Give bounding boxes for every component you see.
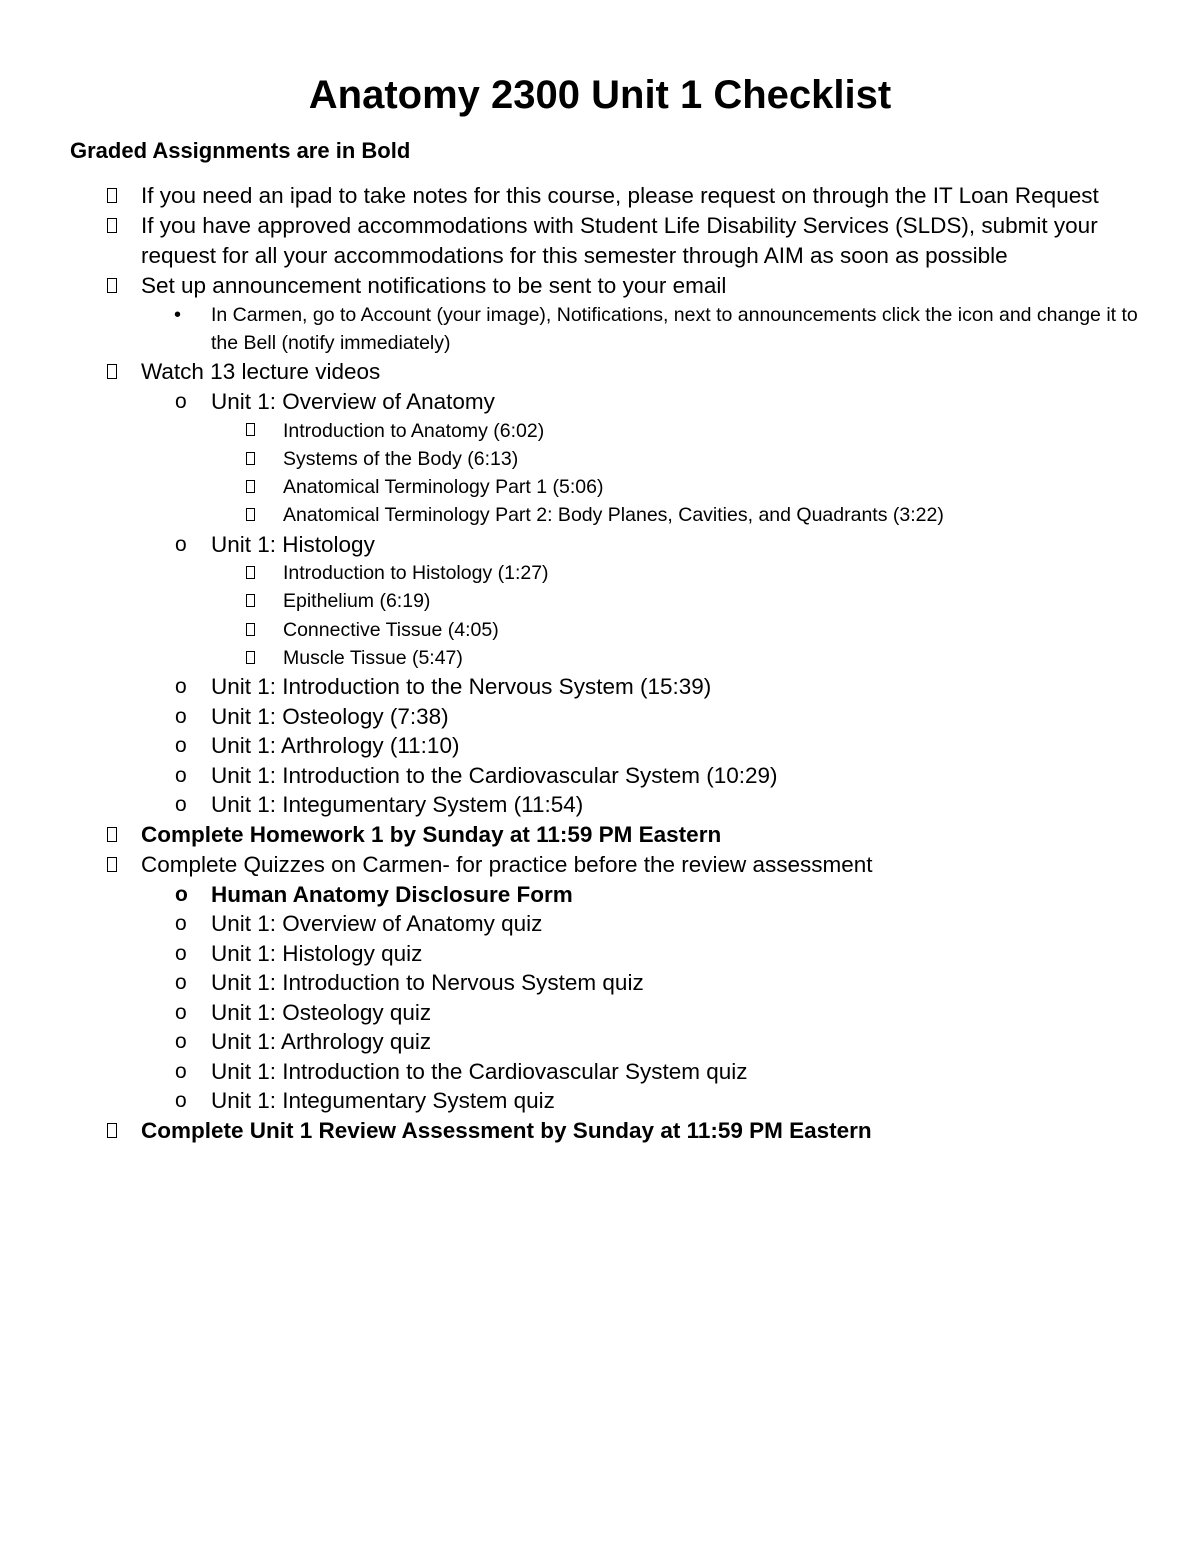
checklist-item-text: Unit 1: Osteology quiz xyxy=(211,999,432,1025)
checklist-item xyxy=(0,530,1200,560)
checkbox-icon xyxy=(107,211,117,241)
checklist-item-text: Anatomical Terminology Part 2: Body Planes, Cavities, and Quadrants (3:22) xyxy=(283,504,944,527)
checklist-item-text: Unit 1: Introduction to the Nervous System (15:39) xyxy=(211,674,712,700)
checklist-item xyxy=(0,501,1200,529)
checklist-item-text: Set up announcement notifications to be sent to your email xyxy=(141,273,727,298)
checklist-item-text: In Carmen, go to Account (your image), Notifications, next to announcements click the icon and change it to the Bell (notify immediately) xyxy=(211,304,1138,354)
checkbox-icon xyxy=(246,644,255,672)
checklist-item-text: Human Anatomy Disclosure Form xyxy=(211,881,573,907)
open-circle-bullet-icon: o xyxy=(175,1000,187,1024)
checklist-item xyxy=(0,998,1200,1028)
checkbox-icon xyxy=(107,850,117,880)
checkbox-icon xyxy=(246,473,255,501)
checklist-item-text: Unit 1: Integumentary System quiz xyxy=(211,1088,555,1114)
page-title: Anatomy 2300 Unit 1 Checklist xyxy=(308,73,892,117)
open-circle-bullet-icon: o xyxy=(175,1059,187,1083)
checkbox-icon xyxy=(246,616,255,644)
open-circle-bullet-icon: o xyxy=(175,532,187,556)
checklist-item xyxy=(0,1057,1200,1087)
open-circle-bullet-icon: o xyxy=(175,734,187,758)
checklist-item xyxy=(0,445,1200,473)
checklist-item xyxy=(0,616,1200,644)
checklist-item xyxy=(0,968,1200,998)
checklist-item-text: Watch 13 lecture videos xyxy=(141,359,381,384)
checklist-item xyxy=(0,820,1200,850)
checkbox-icon xyxy=(107,271,117,301)
checklist-item-text: Unit 1: Introduction to Nervous System quiz xyxy=(211,970,644,996)
checklist-item xyxy=(0,181,1200,211)
checklist-item-text: Unit 1: Histology quiz xyxy=(211,940,423,966)
checklist-item xyxy=(0,939,1200,969)
checklist-item xyxy=(0,644,1200,672)
checkbox-icon xyxy=(107,181,117,211)
checklist-item-text: Complete Quizzes on Carmen- for practice before the review assessment xyxy=(141,851,873,877)
checklist-item xyxy=(0,387,1200,417)
checkbox-icon xyxy=(107,357,117,387)
open-circle-bullet-icon: o xyxy=(175,704,187,728)
checklist-item-text: Unit 1: Introduction to the Cardiovascular System (10:29) xyxy=(211,762,778,788)
checklist-item-text: Unit 1: Osteology (7:38) xyxy=(211,703,449,729)
checklist-item xyxy=(0,672,1200,702)
checkbox-icon xyxy=(246,501,255,529)
checklist-item xyxy=(0,473,1200,501)
checkbox-icon xyxy=(246,559,255,587)
checklist-item xyxy=(0,587,1200,615)
checkbox-icon xyxy=(246,445,255,473)
checklist-item-text: Epithelium (6:19) xyxy=(283,590,431,613)
bullet-icon: • xyxy=(174,304,182,326)
checkbox-icon xyxy=(246,417,255,445)
checklist-item-text: Unit 1: Introduction to the Cardiovascular System quiz xyxy=(211,1058,748,1084)
open-circle-bullet-icon: o xyxy=(175,971,187,995)
checklist-item-text: If you have approved accommodations with Student Life Disability Services (SLDS), submit your request for all your accommodations for this semester through AIM as soon as possible xyxy=(141,213,1098,268)
checklist-item xyxy=(0,357,1200,387)
checklist-item-text: Connective Tissue (4:05) xyxy=(283,618,499,641)
checklist-item xyxy=(0,301,1200,357)
open-circle-bullet-icon: o xyxy=(175,882,188,906)
open-circle-bullet-icon: o xyxy=(175,675,187,699)
checklist-item xyxy=(0,761,1200,791)
checklist-item-text: Unit 1: Integumentary System (11:54) xyxy=(211,792,584,818)
checklist-item xyxy=(0,211,1200,271)
checklist xyxy=(0,181,1200,1146)
checklist-item-text: If you need an ipad to take notes for this course, please request on through the IT Loan Request xyxy=(141,183,1099,208)
checklist-item-text: Unit 1: Overview of Anatomy quiz xyxy=(211,911,543,937)
checkbox-icon xyxy=(107,1116,117,1146)
checklist-item xyxy=(0,559,1200,587)
checklist-item-text: Unit 1: Arthrology (11:10) xyxy=(211,733,460,759)
checklist-item-text: Muscle Tissue (5:47) xyxy=(283,647,463,670)
open-circle-bullet-icon: o xyxy=(175,763,187,787)
checklist-item-text: Complete Homework 1 by Sunday at 11:59 PM Eastern xyxy=(141,821,722,847)
checklist-item xyxy=(0,1086,1200,1116)
checklist-item-text: Unit 1: Arthrology quiz xyxy=(211,1029,432,1055)
graded-note: Graded Assignments are in Bold xyxy=(70,138,411,163)
checklist-item-text: Unit 1: Histology xyxy=(211,531,375,557)
checklist-item-text: Unit 1: Overview of Anatomy xyxy=(211,389,495,414)
checklist-item-text: Complete Unit 1 Review Assessment by Sunday at 11:59 PM Eastern xyxy=(141,1117,872,1143)
checklist-item xyxy=(0,702,1200,732)
checklist-item-text: Introduction to Histology (1:27) xyxy=(283,562,549,585)
checkbox-icon xyxy=(107,820,117,850)
checklist-item xyxy=(0,850,1200,880)
checklist-item-text: Anatomical Terminology Part 1 (5:06) xyxy=(283,476,604,499)
open-circle-bullet-icon: o xyxy=(175,912,187,936)
checklist-item xyxy=(0,880,1200,910)
checklist-item xyxy=(0,417,1200,445)
checklist-item xyxy=(0,909,1200,939)
checklist-item-text: Introduction to Anatomy (6:02) xyxy=(283,419,545,442)
checklist-item xyxy=(0,731,1200,761)
open-circle-bullet-icon: o xyxy=(175,1089,187,1113)
open-circle-bullet-icon: o xyxy=(175,793,187,817)
open-circle-bullet-icon: o xyxy=(175,1030,187,1054)
checklist-item xyxy=(0,1116,1200,1146)
checklist-item xyxy=(0,271,1200,301)
open-circle-bullet-icon: o xyxy=(175,390,187,413)
checklist-item-text: Systems of the Body (6:13) xyxy=(283,447,519,470)
checklist-item xyxy=(0,1027,1200,1057)
checkbox-icon xyxy=(246,587,255,615)
open-circle-bullet-icon: o xyxy=(175,941,187,965)
checklist-item xyxy=(0,790,1200,820)
